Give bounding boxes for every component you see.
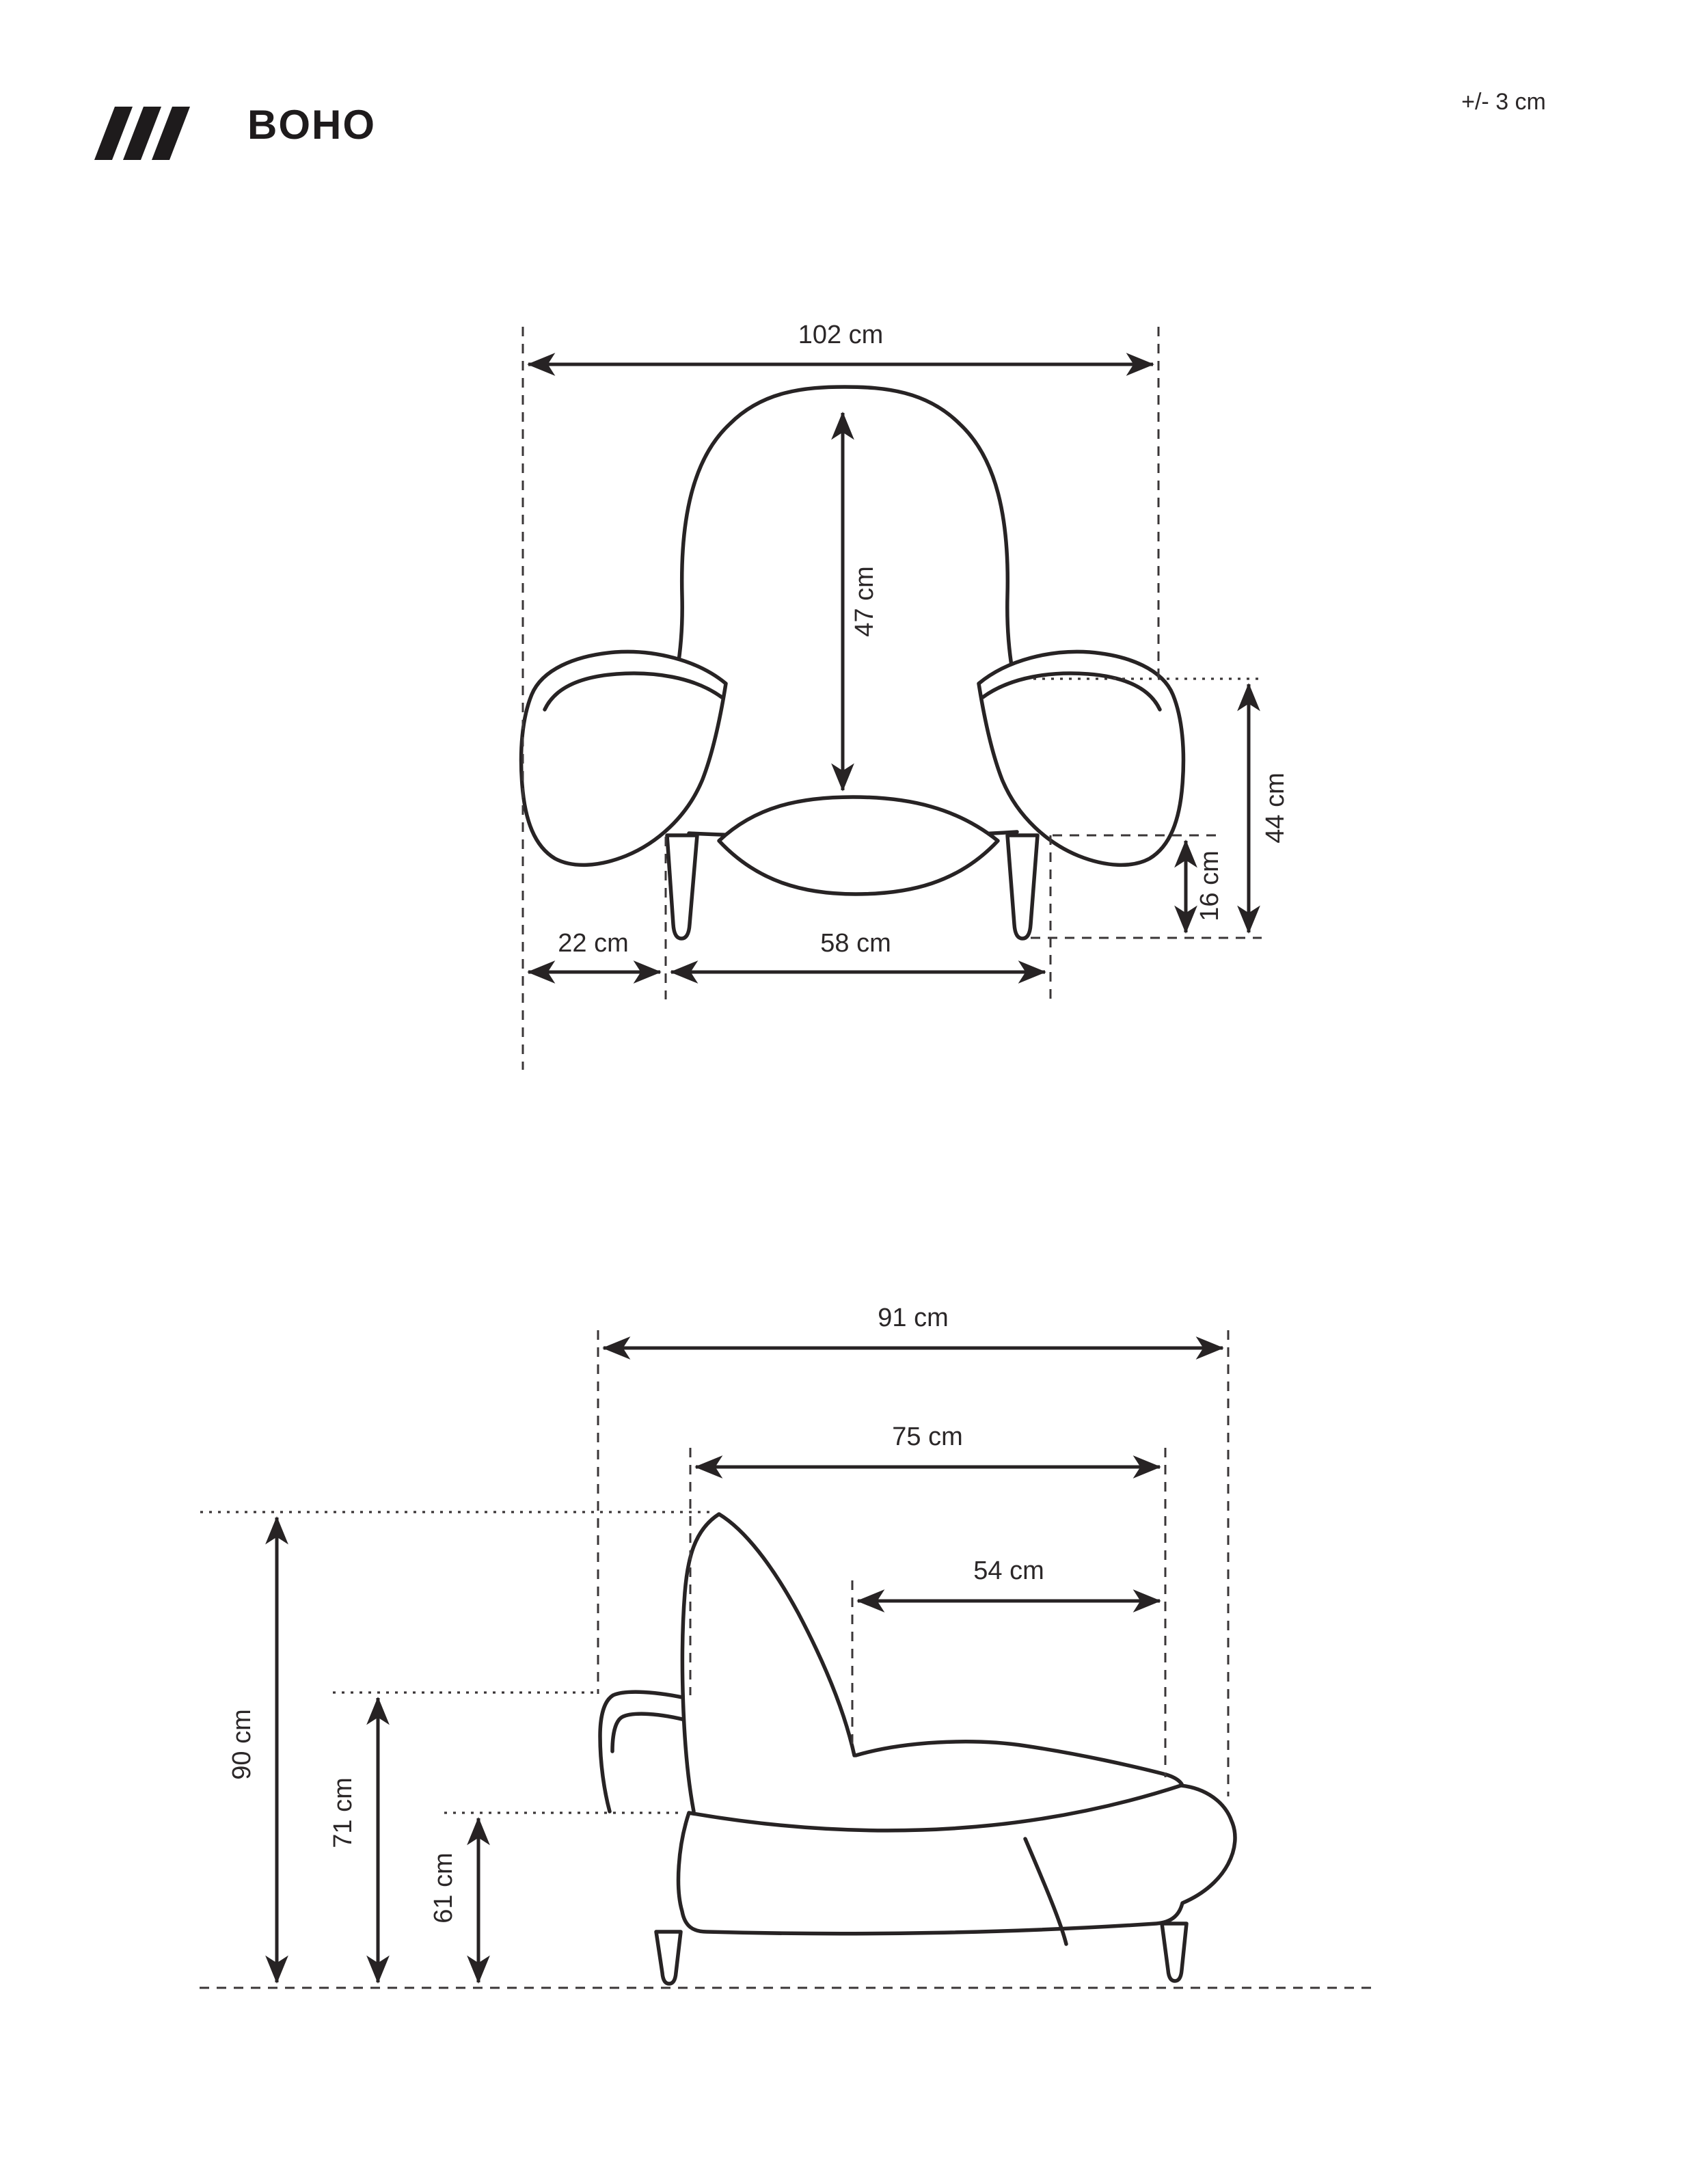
- front-width-label: 102 cm: [798, 321, 884, 349]
- side-depth-label: 75 cm: [892, 1423, 963, 1451]
- front-view: [521, 321, 1290, 1070]
- front-armrest-width-label: 22 cm: [558, 929, 629, 958]
- side-view: [200, 1304, 1372, 1988]
- front-backrest-fill: [660, 387, 1029, 831]
- page-title: BOHO: [247, 102, 376, 148]
- side-backrest-fill: [682, 1514, 854, 1811]
- front-seat-height-label: 44 cm: [1261, 772, 1290, 844]
- tolerance-note: +/- 3 cm: [1461, 89, 1546, 115]
- front-leg-height-label: 16 cm: [1195, 850, 1224, 921]
- side-seat-height-label: 61 cm: [429, 1852, 458, 1924]
- front-seat-width-label: 58 cm: [820, 929, 891, 958]
- side-total-height-label: 90 cm: [228, 1709, 256, 1780]
- side-seat-depth-label: 54 cm: [973, 1556, 1044, 1585]
- side-armrest-height-label: 71 cm: [329, 1777, 357, 1848]
- side-total-depth-label: 91 cm: [878, 1304, 949, 1332]
- front-backrest-height-label: 47 cm: [850, 566, 879, 637]
